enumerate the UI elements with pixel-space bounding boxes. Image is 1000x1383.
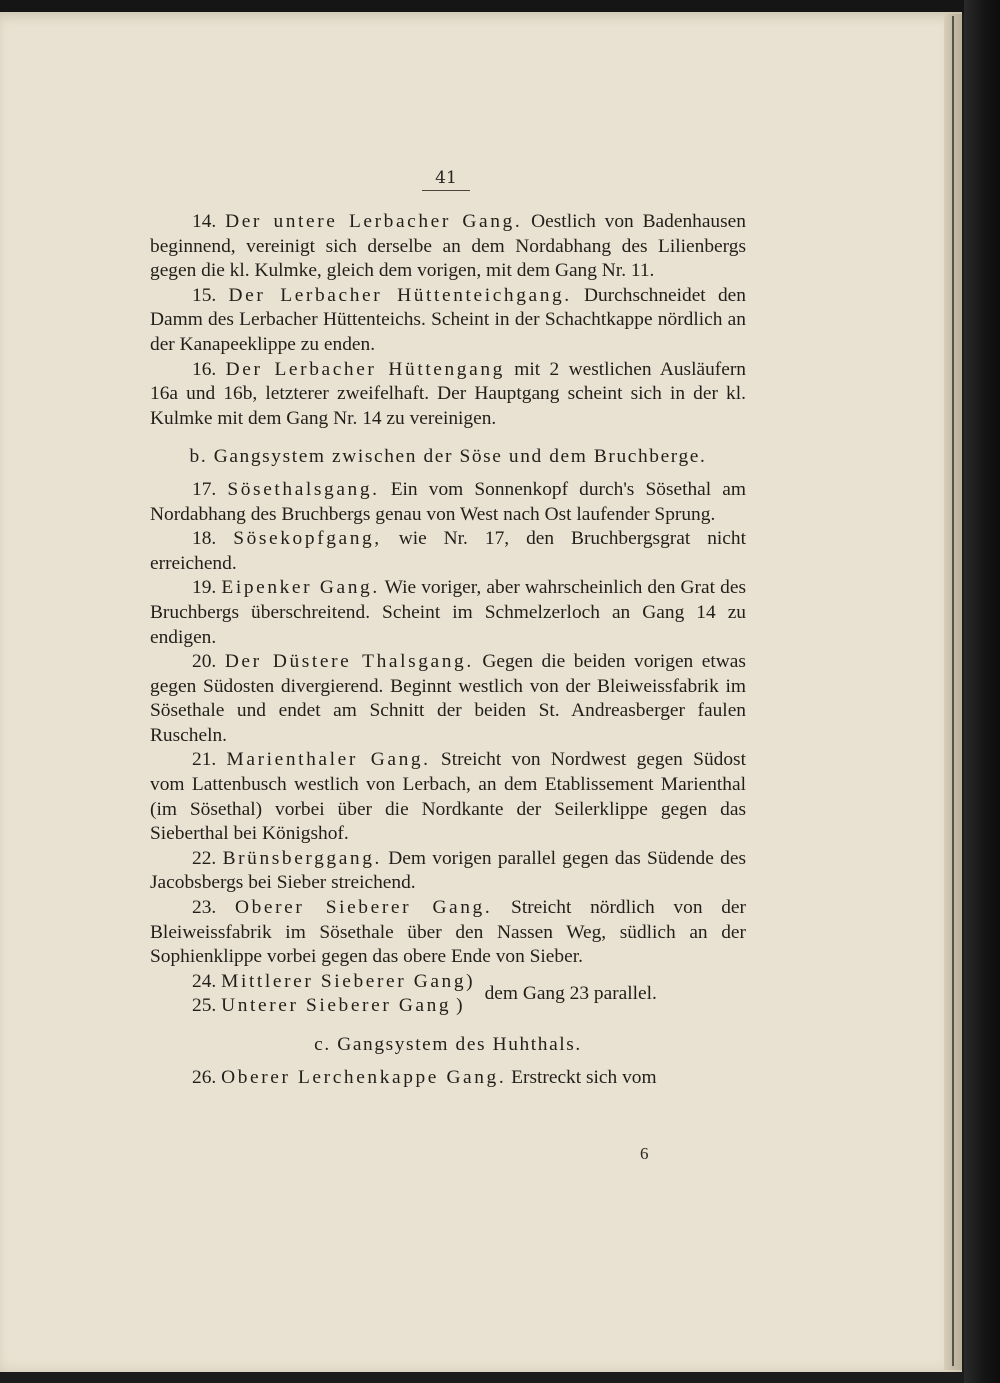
brace-left: ) xyxy=(466,970,473,992)
entry-title: Der Lerbacher Hüttengang xyxy=(225,358,505,380)
entry-title: Mittlerer Sieberer Gang xyxy=(221,970,467,992)
entry-title: Der Düstere Thalsgang. xyxy=(224,651,474,673)
shared-description: dem Gang 23 parallel. xyxy=(484,983,657,1005)
entry-16: 16. Der Lerbacher Hüttengang mit 2 westlichen Ausläufern 16a und 16b, letzterer zweifelhaft. Der Hauptgang scheint sich in der kl. Kulmke mit dem Gang Nr. 14 zu vereinigen. xyxy=(150,358,746,429)
section-heading-b: b. Gangsystem zwischen der Söse und dem Bruchberge. xyxy=(189,446,707,468)
signature-mark: 6 xyxy=(640,1144,649,1163)
entries-24-25 xyxy=(150,970,746,1019)
entry-title: Der Lerbacher Hüttenteichgang. xyxy=(228,284,572,306)
page-edge-line xyxy=(952,16,954,1366)
entry-23: 23. Oberer Sieberer Gang. Streicht nördlich von der Bleiweissfabrik im Sösethale über den Nassen Weg, südlich an der Sophienklippe vorbei gegen das obere Ende von Sieber. xyxy=(150,897,746,968)
entry-title: Marienthaler Gang. xyxy=(226,749,431,771)
entry-21: 21. Marienthaler Gang. Streicht von Nordwest gegen Südost vom Lattenbusch westlich von Lerbach, an dem Etablissement Marienthal (im Sösethal) vorbei über die Nordkante der Seilerklippe gegen das Sieberthal bei Königshof. xyxy=(150,749,746,845)
entry-17: 17. Sösethalsgang. Ein vom Sonnenkopf durch's Sösethal am Nordabhang des Bruchbergs genau von West nach Ost laufender Sprung. xyxy=(150,478,746,525)
brace-right: ) xyxy=(456,995,463,1017)
entry-title: Der untere Lerbacher Gang. xyxy=(225,211,523,232)
entry-19: 19. Eipenker Gang. Wie voriger, aber wahrscheinlich den Grat des Bruchbergs überschreitend. Scheint im Schmelzerloch an Gang 14 zu endigen. xyxy=(150,577,746,648)
book-cover-edge xyxy=(964,0,1000,1383)
entry-title: Sösethalsgang. xyxy=(227,478,380,500)
entry-title: Oberer Lerchenkappe Gang. xyxy=(221,1066,507,1088)
entry-title: Brünsberggang. xyxy=(222,847,382,869)
page-number-rule xyxy=(422,190,470,191)
entry-title: Eipenker Gang. xyxy=(221,577,380,599)
section-heading-c: c. Gangsystem des Huhthals. xyxy=(314,1034,582,1055)
entry-20: 20. Der Düstere Thalsgang. Gegen die beiden vorigen etwas gegen Südosten divergierend. Beginnt westlich von der Bleiweissfabrik im Sösethale und endet am Schnitt der beiden St. Andreasberger faulen Ruscheln. xyxy=(150,651,746,746)
entry-26: 26. Oberer Lerchenkappe Gang. Erstreckt sich vom xyxy=(192,1066,657,1088)
entry-18: 18. Sösekopfgang, wie Nr. 17, den Bruchbergsgrat nicht erreichend. xyxy=(150,528,746,574)
page-number: 41 xyxy=(435,168,457,188)
body-text xyxy=(150,210,746,1090)
entry-25: 25. Unterer Sieberer Gang ) xyxy=(192,995,463,1017)
entry-14: 14. Der untere Lerbacher Gang. Oestlich von Badenhausen beginnend, vereinigt sich derselbe an dem Nordabhang des Lilienbergs gegen die kl. Kulmke, gleich dem vorigen, mit dem Gang Nr. 11. xyxy=(150,211,746,282)
entry-title: Oberer Sieberer Gang. xyxy=(234,897,493,919)
entry-title: Unterer Sieberer Gang xyxy=(221,995,452,1017)
entry-pair-names xyxy=(150,970,473,1019)
entry-22: 22. Brünsberggang. Dem vorigen parallel gegen das Südende des Jacobsbergs bei Sieber streichend. xyxy=(150,847,746,894)
entry-24: 24. Mittlerer Sieberer Gang) xyxy=(192,970,473,992)
entry-15: 15. Der Lerbacher Hüttenteichgang. Durchschneidet den Damm des Lerbacher Hüttenteichs. Scheint in der Schachtkappe nördlich an der Kanapeeklippe zu enden. xyxy=(150,284,746,355)
entry-title: Sösekopfgang, xyxy=(233,528,382,550)
